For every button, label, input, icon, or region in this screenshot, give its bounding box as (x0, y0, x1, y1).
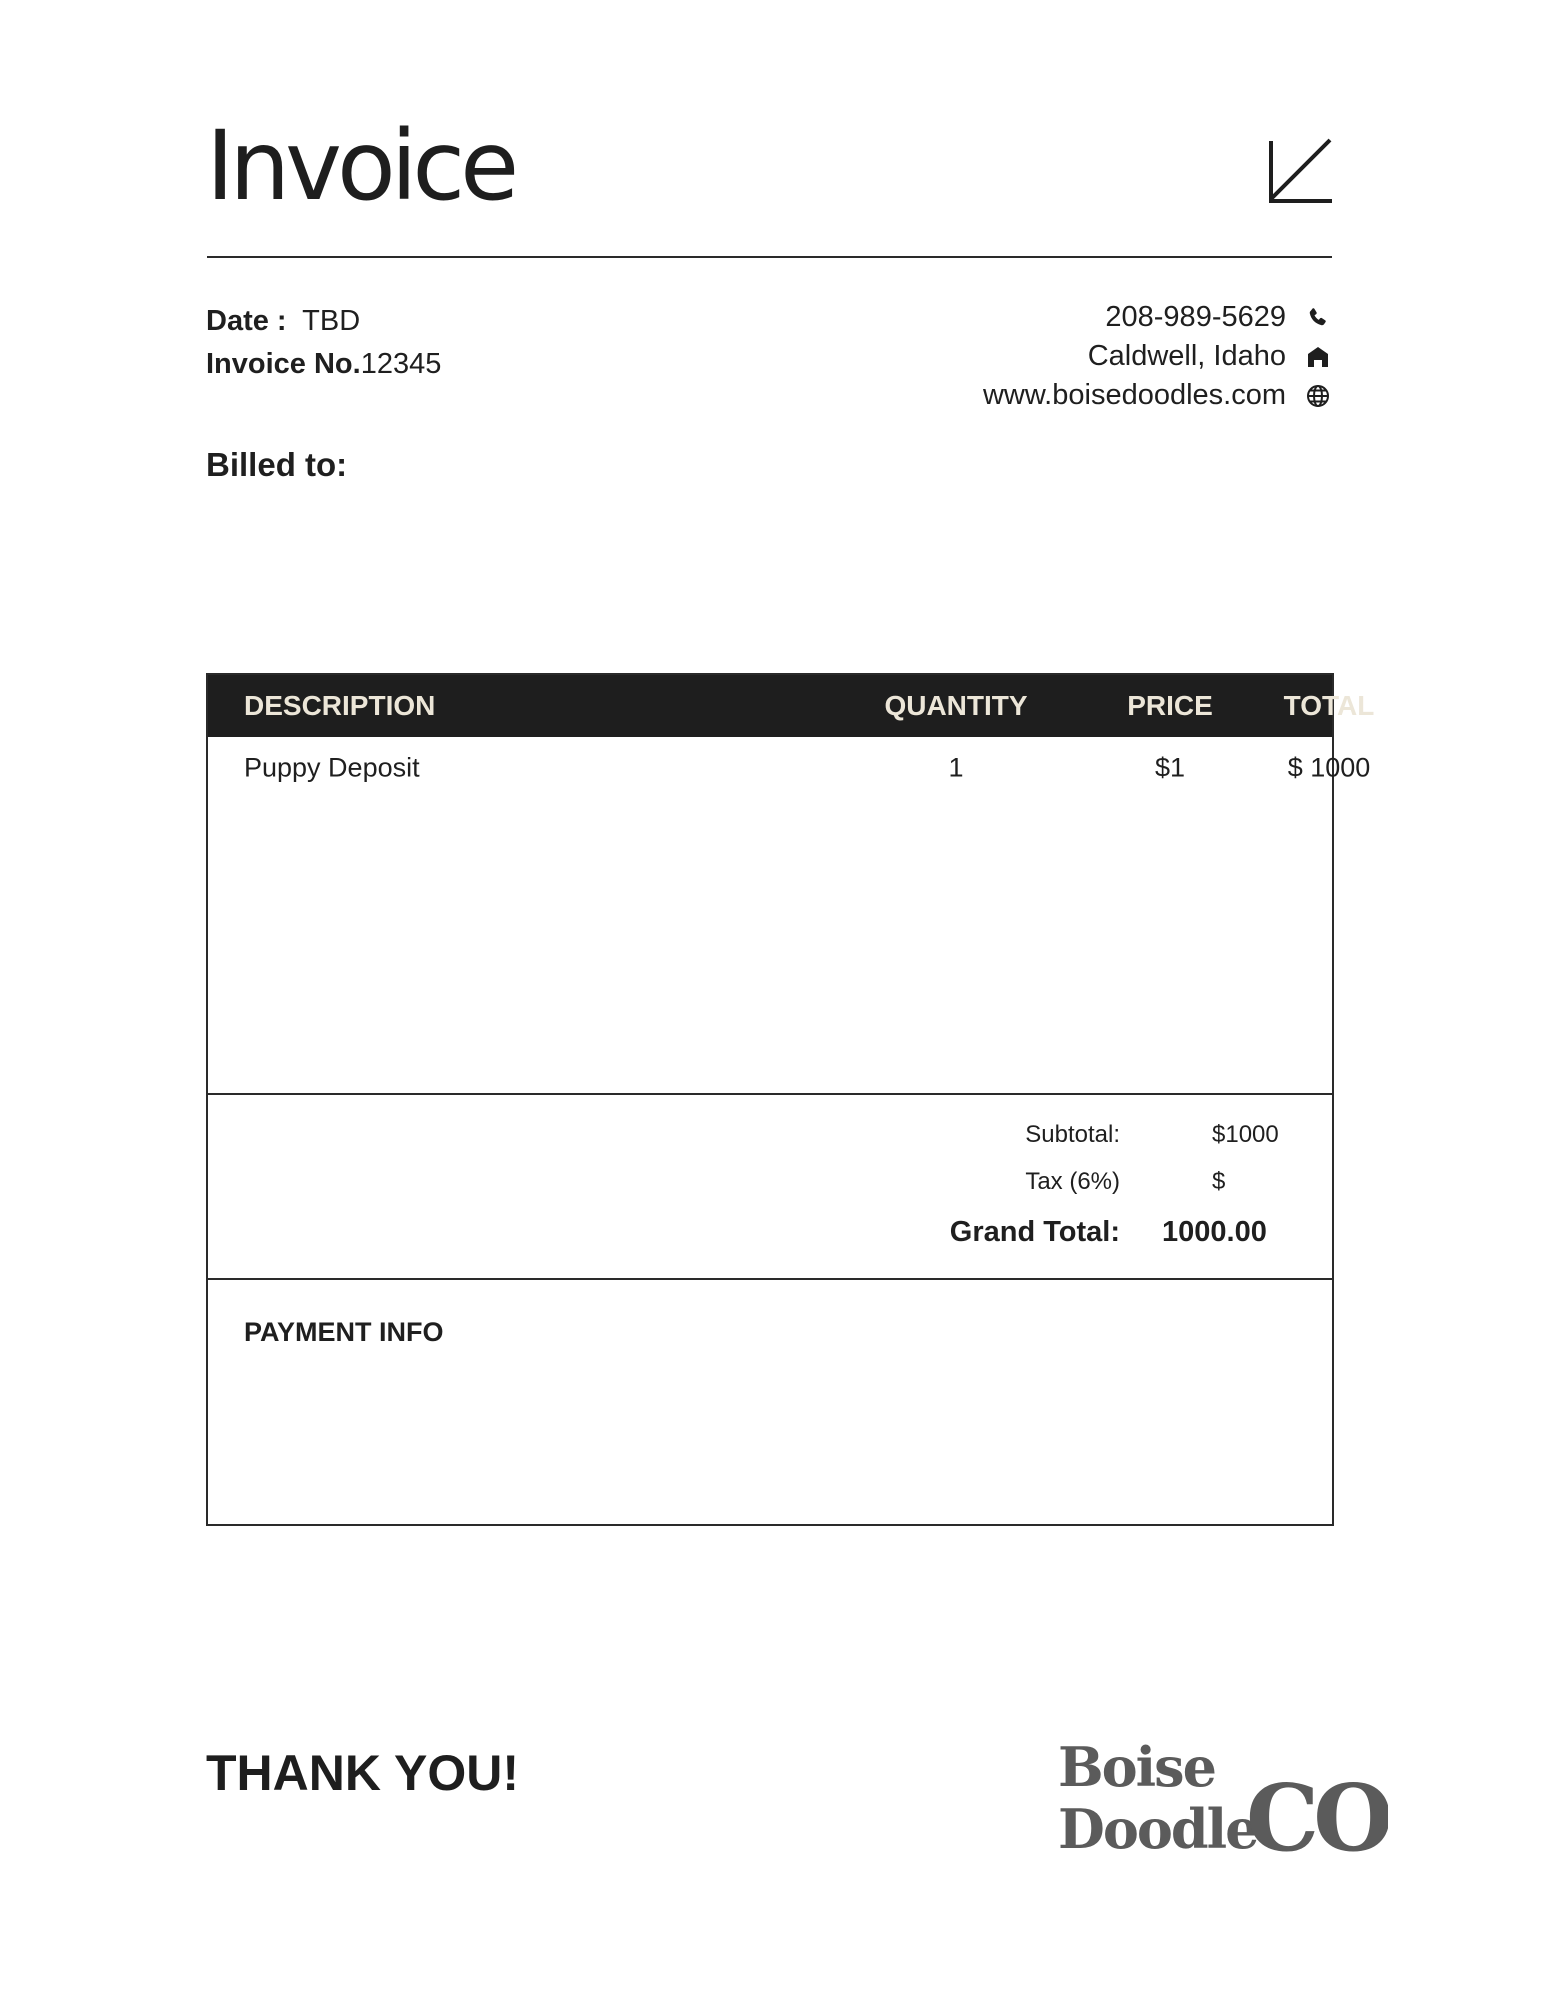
row-description: Puppy Deposit (244, 752, 420, 783)
tax-label: Tax (6%) (1025, 1168, 1120, 1195)
logo-line1: Boise (1058, 1735, 1215, 1799)
logo-mark: CO (1246, 1764, 1388, 1860)
contact-phone (983, 298, 1332, 337)
grand-total-value: 1000.00 (1162, 1216, 1267, 1248)
row-total: $ 1000 (1287, 752, 1371, 783)
thank-you-text: THANK YOU! (206, 1745, 519, 1801)
location-text: Caldwell, Idaho (1087, 340, 1286, 372)
contact-location (983, 337, 1332, 376)
phone-text: 208-989-5629 (1105, 301, 1286, 333)
contact-website (983, 376, 1332, 415)
contact-block (983, 298, 1332, 415)
globe-icon (1304, 382, 1332, 410)
invoice-meta (206, 300, 441, 386)
column-description: DESCRIPTION (244, 690, 436, 721)
grand-total-label: Grand Total: (949, 1216, 1120, 1248)
column-price: PRICE (1127, 690, 1213, 721)
row-quantity: 1 (948, 752, 964, 783)
invoice-number-value: 12345 (360, 348, 442, 380)
table-header (208, 675, 1375, 737)
invoice-number-line (206, 343, 441, 386)
table-row (208, 737, 1371, 799)
subtotal-label: Subtotal: (1025, 1121, 1120, 1148)
billed-to-label: Billed to: (206, 446, 348, 483)
invoice-title: Invoice (206, 110, 515, 222)
column-total: TOTAL (1283, 690, 1375, 721)
invoice-table (206, 673, 1375, 1526)
boise-doodle-co-logo (1058, 1730, 1388, 1860)
invoice-number-label: Invoice No. (206, 348, 361, 380)
column-quantity: QUANTITY (884, 690, 1028, 721)
header-divider (207, 256, 1332, 258)
arrow-down-left-icon (1268, 138, 1332, 204)
date-label: Date : (206, 305, 287, 337)
phone-icon (1304, 304, 1332, 332)
subtotal-value: $1000 (1212, 1121, 1279, 1148)
logo-line2: Doodle (1058, 1797, 1258, 1860)
row-price: $1 (1154, 752, 1186, 783)
totals-divider (208, 1093, 1332, 1095)
home-icon (1304, 343, 1332, 371)
tax-value: $ (1212, 1168, 1226, 1195)
payment-divider (208, 1278, 1332, 1280)
date-line (206, 300, 441, 343)
date-value: TBD (302, 305, 361, 337)
website-text[interactable]: www.boisedoodles.com (982, 379, 1286, 411)
payment-info-label: PAYMENT INFO (244, 1317, 444, 1347)
